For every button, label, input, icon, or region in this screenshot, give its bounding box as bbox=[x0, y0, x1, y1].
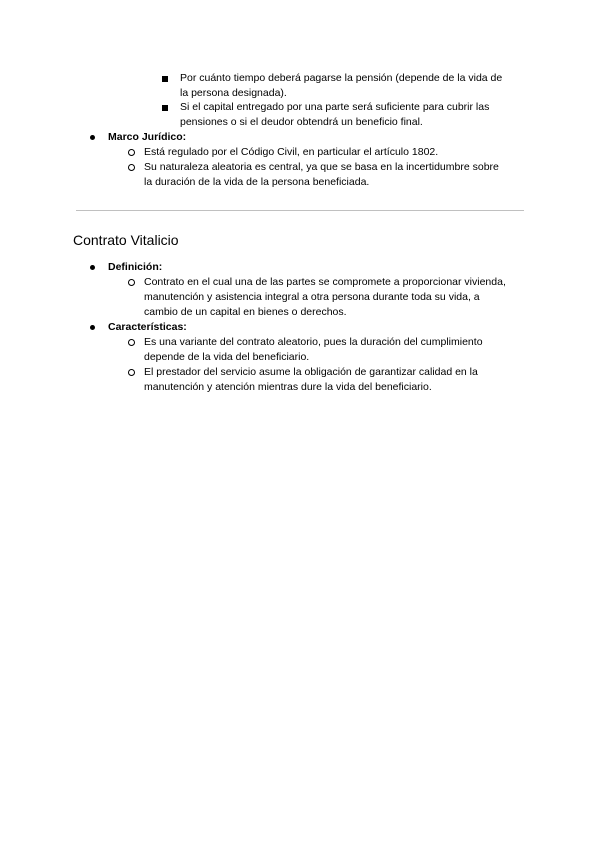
circle-bullet-icon bbox=[128, 339, 135, 346]
list-item-line: manutención y atención mientras dure la vida del beneficiario. bbox=[144, 381, 432, 393]
definicion-label: Definición: bbox=[108, 261, 163, 273]
disc-bullet-icon bbox=[90, 325, 95, 330]
list-item-line: Por cuánto tiempo deberá pagarse la pensión (depende de la vida de bbox=[180, 72, 503, 84]
square-bullet-icon bbox=[162, 105, 168, 111]
list-item bbox=[144, 365, 478, 395]
list-item-line: Está regulado por el Código Civil, en particular el artículo 1802. bbox=[144, 146, 439, 158]
list-item-line: Su naturaleza aleatoria es central, ya que se basa en la incertidumbre sobre bbox=[144, 161, 499, 173]
marco-juridico-label: Marco Jurídico: bbox=[108, 131, 187, 143]
list-item-line: cambio de un capital en bienes o derechos. bbox=[144, 306, 347, 318]
section-heading: Contrato Vitalicio bbox=[73, 232, 179, 248]
caracteristicas-label: Características: bbox=[108, 321, 187, 333]
list-item-line: Si el capital entregado por una parte será suficiente para cubrir las bbox=[180, 101, 490, 113]
circle-bullet-icon bbox=[128, 149, 135, 156]
square-bullet-icon bbox=[162, 76, 168, 82]
circle-bullet-icon bbox=[128, 369, 135, 376]
list-item-line: El prestador del servicio asume la obligación de garantizar calidad en la bbox=[144, 366, 478, 378]
list-item bbox=[144, 145, 438, 160]
list-item bbox=[180, 100, 489, 130]
disc-bullet-icon bbox=[90, 135, 95, 140]
list-item-line: pensiones o si el deudor obtendrá un beneficio final. bbox=[180, 116, 423, 128]
list-item bbox=[144, 275, 506, 320]
horizontal-divider bbox=[76, 210, 524, 211]
list-item bbox=[144, 335, 483, 365]
list-item bbox=[180, 71, 502, 101]
circle-bullet-icon bbox=[128, 164, 135, 171]
list-item-line: la persona designada). bbox=[180, 87, 287, 99]
list-item-line: la duración de la vida de la persona beneficiada. bbox=[144, 176, 370, 188]
disc-bullet-icon bbox=[90, 265, 95, 270]
circle-bullet-icon bbox=[128, 279, 135, 286]
list-item-line: manutención y asistencia integral a otra persona durante toda su vida, a bbox=[144, 291, 480, 303]
list-item-line: depende de la vida del beneficiario. bbox=[144, 351, 310, 363]
list-item bbox=[144, 160, 499, 190]
list-item-line: Contrato en el cual una de las partes se compromete a proporcionar vivienda, bbox=[144, 276, 506, 288]
list-item-line: Es una variante del contrato aleatorio, pues la duración del cumplimiento bbox=[144, 336, 483, 348]
